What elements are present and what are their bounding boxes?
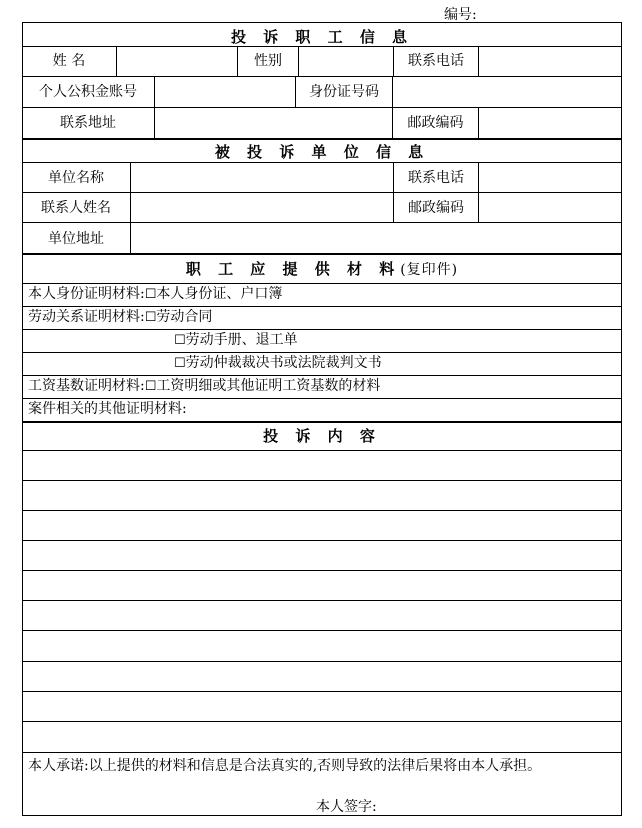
signature-label: 本人签字: xyxy=(316,799,377,815)
materials-title-text: 职 工 应 提 供 材 料 xyxy=(185,260,401,278)
fund-account-field[interactable] xyxy=(155,77,295,107)
other-materials-label: 案件相关的其他证明材料: xyxy=(28,401,187,417)
unit-name-field[interactable] xyxy=(131,163,393,192)
labor-manual-option: 劳动手册、退工单 xyxy=(185,332,298,348)
fund-account-label: 个人公积金账号 xyxy=(39,84,137,100)
id-number-field[interactable] xyxy=(393,77,621,107)
unit-postcode-label: 邮政编码 xyxy=(408,200,464,216)
postcode-label: 邮政编码 xyxy=(407,115,464,131)
address-field[interactable] xyxy=(155,108,392,138)
id-proof-row xyxy=(28,285,282,304)
labor-relation-row xyxy=(28,308,212,327)
wage-base-option: 工资明细或其他证明工资基数的材料 xyxy=(156,378,381,394)
labor-contract-checkbox[interactable]: ☐ xyxy=(144,310,157,325)
complaint-content-title: 投 诉 内 容 xyxy=(263,427,381,445)
name-field[interactable] xyxy=(117,47,237,75)
gender-label: 性别 xyxy=(254,53,282,69)
contact-name-label: 联系人姓名 xyxy=(41,200,111,216)
arbitration-checkbox[interactable]: ☐ xyxy=(174,356,186,371)
phone-label: 联系电话 xyxy=(408,53,464,69)
employee-section-title: 投 诉 职 工 信 息 xyxy=(230,28,414,46)
phone-field[interactable] xyxy=(479,47,621,75)
arbitration-option: 劳动仲裁裁决书或法院裁判文书 xyxy=(185,355,382,371)
complaint-content-area[interactable] xyxy=(24,451,620,751)
serial-number-label: 编号: xyxy=(444,7,477,23)
address-label: 联系地址 xyxy=(60,115,116,131)
employer-section-title: 被 投 诉 单 位 信 息 xyxy=(214,143,430,161)
promise-statement: 本人承诺:以上提供的材料和信息是合法真实的,否则导致的法律后果将由本人承担。 xyxy=(28,758,542,774)
unit-phone-field[interactable] xyxy=(479,163,621,192)
gender-field[interactable] xyxy=(299,47,393,75)
labor-contract-option: 劳动合同 xyxy=(156,309,213,325)
signature-field[interactable] xyxy=(390,796,616,816)
unit-address-field[interactable] xyxy=(131,223,621,253)
unit-address-label: 单位地址 xyxy=(48,231,104,247)
arbitration-row xyxy=(174,354,382,373)
id-number-label: 身份证号码 xyxy=(309,84,379,100)
labor-relation-label: 劳动关系证明材料: xyxy=(28,309,145,325)
labor-manual-checkbox[interactable]: ☐ xyxy=(174,333,186,348)
postcode-field[interactable] xyxy=(479,108,621,138)
labor-manual-row xyxy=(174,331,298,350)
unit-name-label: 单位名称 xyxy=(48,170,104,186)
name-label: 姓 名 xyxy=(52,53,86,69)
wage-base-checkbox[interactable]: ☐ xyxy=(144,379,157,394)
wage-base-label: 工资基数证明材料: xyxy=(28,378,145,394)
wage-base-row xyxy=(28,377,380,396)
materials-title-note: (复印件) xyxy=(400,262,459,278)
id-proof-option: 本人身份证、户口簿 xyxy=(156,286,283,302)
id-proof-checkbox[interactable]: ☐ xyxy=(144,287,157,302)
unit-postcode-field[interactable] xyxy=(479,193,621,222)
contact-name-field[interactable] xyxy=(131,193,393,222)
id-proof-label: 本人身份证明材料: xyxy=(28,286,145,302)
unit-phone-label: 联系电话 xyxy=(408,170,464,186)
materials-section-title xyxy=(22,260,622,279)
